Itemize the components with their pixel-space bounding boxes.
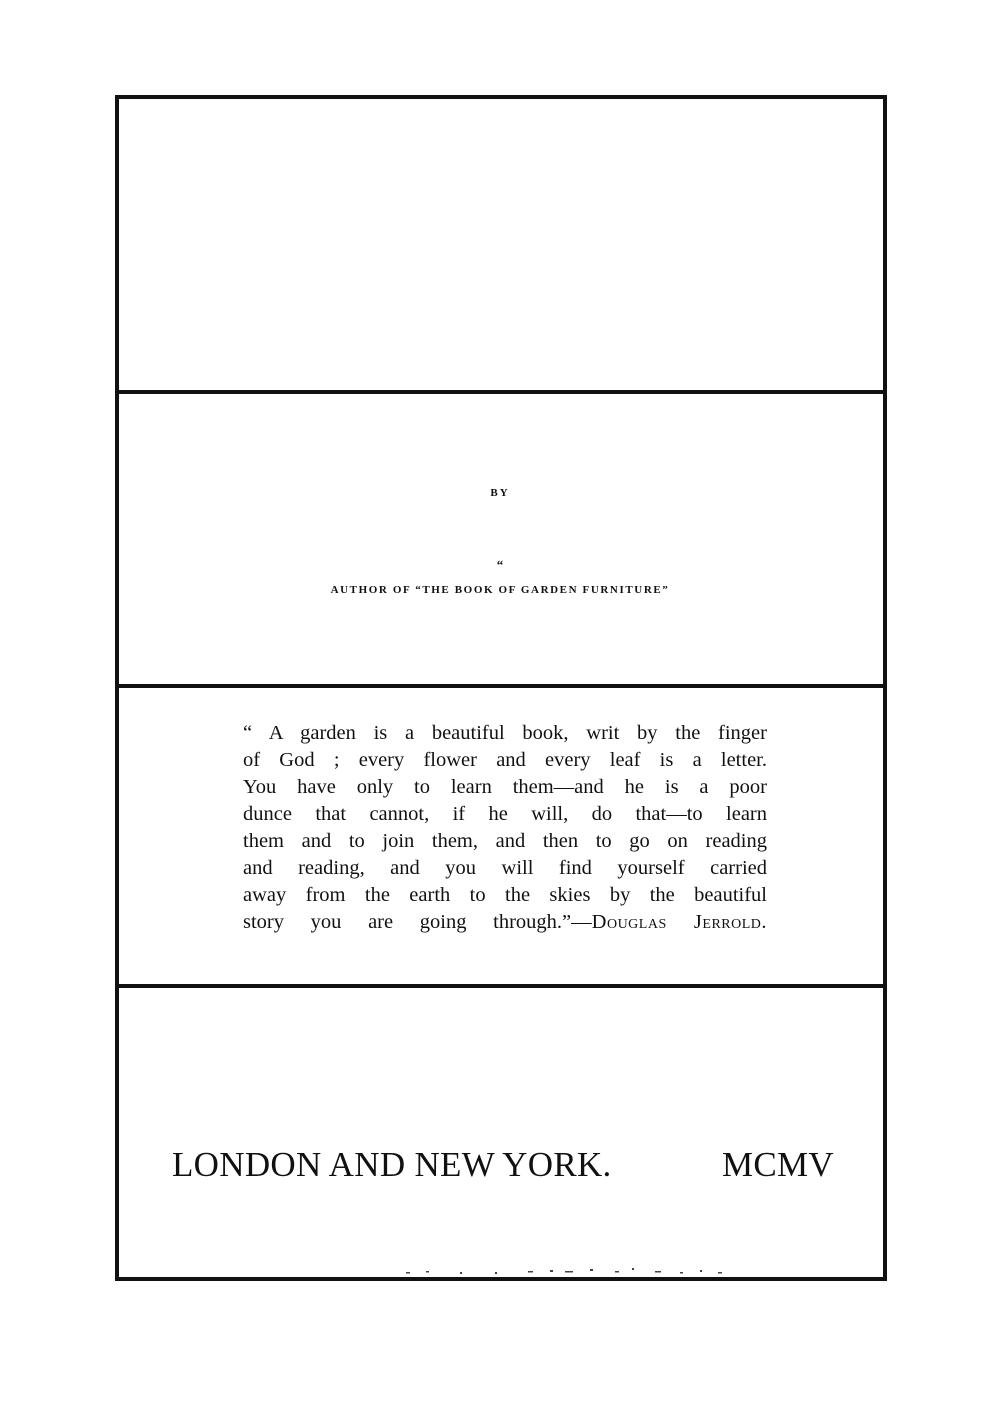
epigraph-attribution: Douglas Jerrold. bbox=[591, 911, 768, 933]
byline: BY bbox=[490, 487, 510, 499]
print-specks bbox=[400, 1266, 750, 1276]
imprint-place: LONDON AND NEW YORK. bbox=[172, 1145, 612, 1184]
divider-rule-1 bbox=[115, 390, 887, 394]
epigraph-last-line bbox=[243, 909, 767, 936]
epigraph-line-text: story you are going through.”— bbox=[243, 911, 592, 933]
epigraph-line: away from the earth to the skies by the beautiful bbox=[243, 884, 767, 906]
page-border bbox=[115, 95, 887, 1281]
epigraph-line: them and to join them, and then to go on reading bbox=[243, 830, 767, 852]
epigraph bbox=[243, 720, 767, 936]
epigraph-line: of God ; every flower and every leaf is a letter. bbox=[243, 749, 767, 771]
divider-rule-2 bbox=[115, 684, 887, 688]
epigraph-line: and reading, and you will find yourself carried bbox=[243, 857, 767, 879]
author-credit: AUTHOR OF “THE BOOK OF GARDEN FURNITURE” bbox=[330, 584, 670, 596]
author-name-mark: “ bbox=[496, 557, 504, 572]
imprint-year: MCMV bbox=[721, 1145, 834, 1184]
epigraph-line: “ A garden is a beautiful book, writ by the finger bbox=[243, 722, 767, 744]
epigraph-line: You have only to learn them—and he is a poor bbox=[243, 776, 767, 798]
imprint bbox=[172, 1145, 834, 1185]
divider-rule-3 bbox=[115, 984, 887, 988]
epigraph-line: dunce that cannot, if he will, do that—to learn bbox=[243, 803, 767, 825]
